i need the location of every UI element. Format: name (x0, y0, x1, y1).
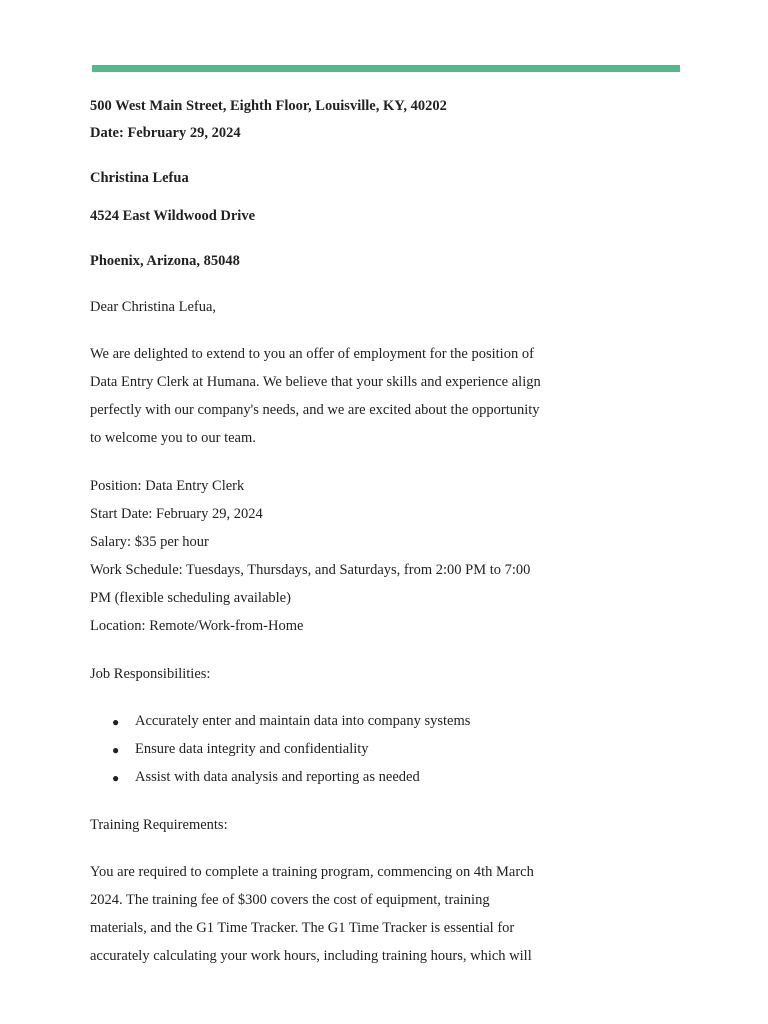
detail-schedule: Work Schedule: Tuesdays, Thursdays, and Saturdays, from 2:00 PM to 7:00 (90, 562, 531, 578)
paragraph-line: perfectly with our company's needs, and we are excited about the opportunity (90, 402, 540, 418)
training-heading: Training Requirements: (90, 817, 228, 833)
detail-location: Location: Remote/Work-from-Home (90, 618, 304, 634)
salutation: Dear Christina Lefua, (90, 299, 217, 315)
detail-start-date: Start Date: February 29, 2024 (90, 506, 263, 522)
detail-salary: Salary: $35 per hour (90, 534, 209, 550)
bullet-icon: ● (112, 743, 120, 757)
paragraph-line: You are required to complete a training program, commencing on 4th March (90, 864, 534, 880)
paragraph-line: accurately calculating your work hours, including training hours, which will (90, 948, 532, 964)
paragraph-line: 2024. The training fee of $300 covers the cost of equipment, training (90, 892, 490, 908)
paragraph-line: materials, and the G1 Time Tracker. The G1 Time Tracker is essential for (90, 920, 515, 936)
bullet-icon: ● (112, 715, 120, 729)
paragraph-line: Data Entry Clerk at Humana. We believe that your skills and experience align (90, 374, 541, 390)
recipient-street: 4524 East Wildwood Drive (90, 208, 256, 224)
paragraph-line: We are delighted to extend to you an offer of employment for the position of (90, 346, 534, 362)
accent-bar (92, 65, 680, 72)
bullet-icon: ● (112, 771, 120, 785)
company-address: 500 West Main Street, Eighth Floor, Louisville, KY, 40202 (90, 98, 447, 114)
recipient-name: Christina Lefua (90, 170, 189, 186)
responsibilities-heading: Job Responsibilities: (90, 666, 211, 682)
recipient-city: Phoenix, Arizona, 85048 (90, 253, 240, 269)
list-item-text: Assist with data analysis and reporting as needed (135, 769, 420, 785)
detail-schedule-cont: PM (flexible scheduling available) (90, 590, 291, 606)
paragraph-line: to welcome you to our team. (90, 430, 256, 446)
letter-date: Date: February 29, 2024 (90, 125, 241, 141)
list-item-text: Accurately enter and maintain data into company systems (135, 713, 471, 729)
detail-position: Position: Data Entry Clerk (90, 478, 245, 494)
list-item-text: Ensure data integrity and confidentiality (135, 741, 369, 757)
